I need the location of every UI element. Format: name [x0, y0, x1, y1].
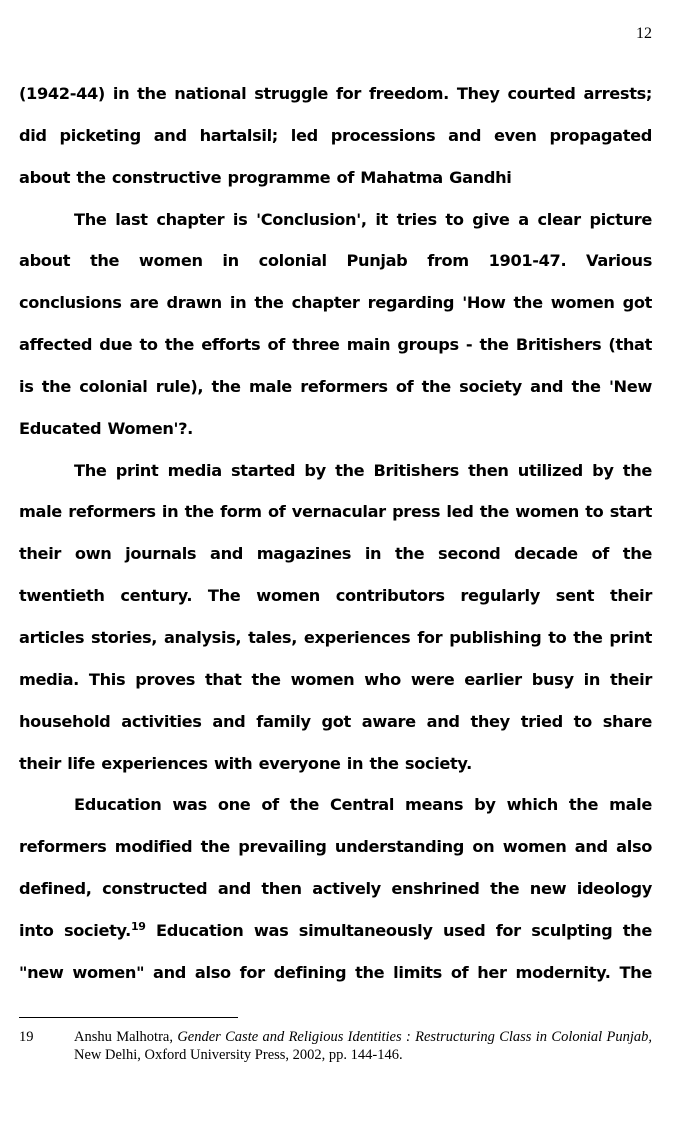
paragraph-conclusion: The last chapter is 'Conclusion', it tries to give a clear picture about the women in colonial Punjab from 1901-47. Various conclusions are drawn in the chapter regarding 'How the women got affected due to the efforts of three main groups - the Britishers (that is the colonial rule), the male reformers of the society and the 'New Educated Women'?. — [19, 209, 652, 438]
footnote-number: 19 — [19, 1029, 34, 1045]
footnote-title: Gender Caste and Religious Identities : Restructuring Class in Colonial Punjab, — [177, 1029, 652, 1045]
paragraph-education-text-before: Education was one of the Central means by which the male reformers modified the prevailing understanding on women and also defined, constructed and then actively enshrined the new ideology into society. — [19, 795, 652, 940]
paragraph-print-media: The print media started by the Britishers then utilized by the male reformers in the form of vernacular press led the women to start their own journals and magazines in the second decade of the twentieth century. The women contributors regularly sent their articles stories, analysis, tales, experiences for publishing to the print media. This proves that the women who were earlier busy in their household activities and family got aware and they tried to share their life experiences with everyone in the society. — [19, 460, 652, 773]
paragraph-education — [19, 784, 652, 993]
body-text — [19, 73, 652, 994]
page-number: 12 — [636, 25, 652, 42]
footnote-divider — [19, 1017, 238, 1018]
footnote — [19, 1028, 652, 1064]
footnote-citation — [74, 1028, 652, 1064]
paragraph-struggle: (1942-44) in the national struggle for freedom. They courted arrests; did picketing and hartalsil; led processions and even propagated about the constructive programme of Mahatma Gandhi — [19, 84, 652, 187]
footnote-author: Anshu Malhotra, — [74, 1029, 178, 1045]
footnote-reference: 19 — [130, 919, 146, 933]
paragraph-education-text-after: Education was simultaneously used for sculpting the "new women" and also for defining the limits of her modernity. The — [19, 920, 652, 982]
footnote-publication: New Delhi, Oxford University Press, 2002, pp. 144-146. — [74, 1047, 403, 1063]
